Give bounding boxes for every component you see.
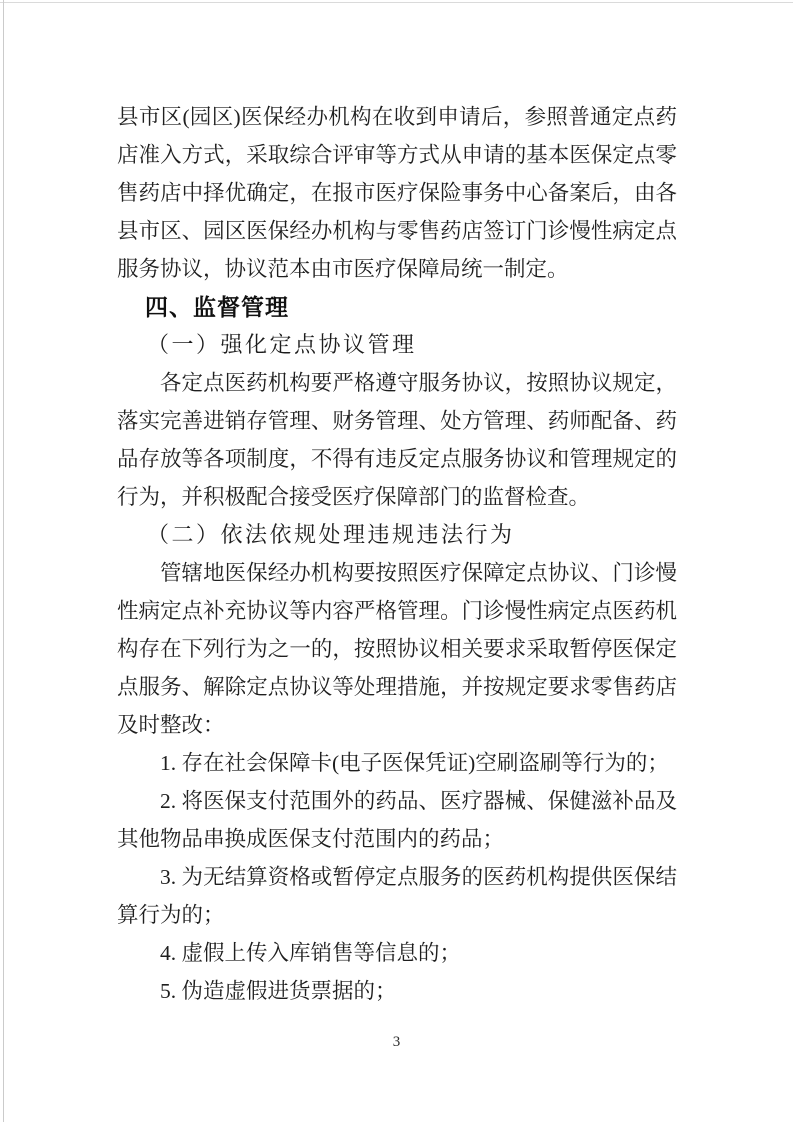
subsection-heading-1: （一）强化定点协议管理 xyxy=(147,332,417,357)
page-number: 3 xyxy=(392,1034,401,1050)
list-item-2: 2. 将医保支付范围外的药品、医疗器械、保健滋补品及其他物品串换成医保支付范围内的药品； xyxy=(117,789,677,851)
scan-edge-top-line xyxy=(0,2,793,3)
list-item-1: 1. 存在社会保障卡(电子医保凭证)空刷盗刷等行为的； xyxy=(160,751,669,775)
subsection-heading-2: （二）依法依规处理违规违法行为 xyxy=(147,522,515,547)
paragraph-agreement-management: 各定点医药机构要严格遵守服务协议，按照协议规定，落实完善进销存管理、财务管理、处方管理、药师配备、药品存放等各项制度，不得有违反定点服务协议和管理规定的行为，并积极配合接受医疗保障部门的监督检查。 xyxy=(117,371,677,509)
document-body xyxy=(117,98,677,1010)
paragraph-intro-continuation: 县市区(园区)医保经办机构在收到申请后，参照普通定点药店准入方式，采取综合评审等方式从申请的基本医保定点零售药店中择优确定，在报市医疗保险事务中心备案后，由各县市区、园区医保经办机构与零售药店签订门诊慢性病定点服务协议，协议范本由市医疗保障局统一制定。 xyxy=(117,105,677,281)
list-item-3: 3. 为无结算资格或暂停定点服务的医药机构提供医保结算行为的； xyxy=(117,865,677,927)
scan-edge-left-line xyxy=(3,0,4,1122)
paragraph-violation-handling: 管辖地医保经办机构要按照医疗保障定点协议、门诊慢性病定点补充协议等内容严格管理。门诊慢性病定点医药机构存在下列行为之一的，按照协议相关要求采取暂停医保定点服务、解除定点协议等处理措施，并按规定要求零售药店及时整改： xyxy=(117,561,677,737)
section-heading-supervision: 四、监督管理 xyxy=(145,294,289,320)
list-item-5: 5. 伪造虚假进货票据的； xyxy=(160,979,397,1003)
list-item-4: 4. 虚假上传入库销售等信息的； xyxy=(160,941,462,965)
